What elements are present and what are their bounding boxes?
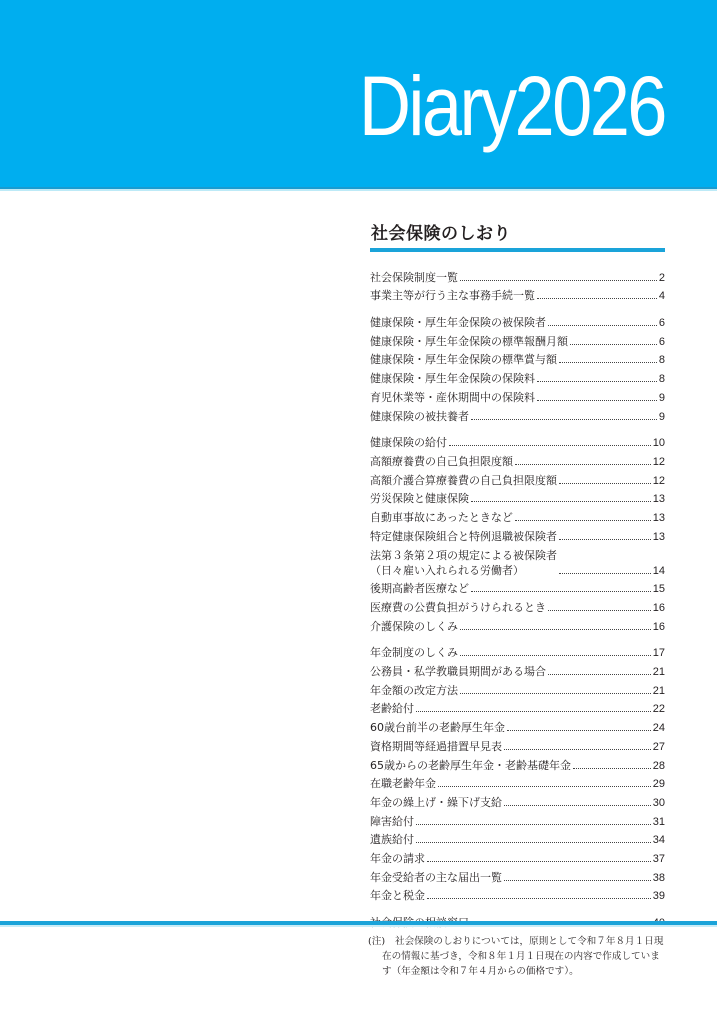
toc-entry-label: 社会保険制度一覧	[370, 270, 458, 284]
toc-entry-page-number: 4	[658, 290, 665, 303]
toc-entry-page-number: 28	[652, 759, 665, 772]
toc-entry-page-number: 24	[652, 722, 665, 735]
dot-leader	[507, 730, 651, 731]
toc-entry-label: 60歳台前半の老齢厚生年金	[370, 721, 505, 735]
dot-leader	[449, 445, 651, 446]
toc-entry-label: 労災保険と健康保険	[370, 492, 469, 506]
toc-entry-page-number: 21	[652, 684, 665, 697]
toc-entry[interactable]	[370, 810, 665, 829]
toc-entry-label: 公務員・私学教職員期間がある場合	[370, 665, 546, 679]
toc-entry-label: 年金額の改定方法	[370, 683, 458, 697]
dot-leader	[460, 693, 651, 694]
toc-entry[interactable]	[370, 469, 665, 488]
toc-entry[interactable]	[370, 578, 665, 597]
toc-entry[interactable]	[370, 773, 665, 792]
toc-entry-page-number: 16	[652, 602, 665, 614]
toc-entry-label: 老齢給付	[370, 702, 414, 716]
dot-leader	[537, 298, 657, 299]
dot-leader	[559, 539, 651, 540]
dot-leader	[570, 344, 657, 345]
dot-leader	[548, 674, 651, 675]
toc-entry-label: 健康保険・厚生年金保険の保険料	[370, 372, 535, 386]
toc-group	[370, 311, 665, 423]
toc-entry-page-number: 2	[658, 271, 665, 284]
footnote-mark: (注)	[368, 936, 386, 947]
dot-leader	[559, 362, 657, 363]
dot-leader	[504, 749, 651, 750]
toc-entry[interactable]	[370, 405, 665, 424]
toc-entry-page-number: 8	[658, 354, 665, 367]
dot-leader	[515, 520, 651, 521]
dot-leader	[427, 898, 651, 899]
dot-leader	[548, 610, 651, 611]
toc-entry-page-number: 13	[652, 511, 665, 524]
toc-entry[interactable]	[370, 735, 665, 754]
toc-entry[interactable]	[370, 488, 665, 507]
toc-entry-label: 在職老齢年金	[370, 777, 436, 791]
toc-entry-label: 障害給付	[370, 814, 414, 828]
toc-entry-page-number: 9	[658, 391, 665, 404]
toc-group	[370, 642, 665, 904]
toc-entry-label: 健康保険・厚生年金保険の被保険者	[370, 316, 546, 330]
toc-entry-page-number: 14	[652, 564, 665, 577]
toc-entry-page-number: 38	[652, 871, 665, 884]
dot-leader	[471, 419, 657, 420]
toc-entry[interactable]	[370, 847, 665, 866]
toc-entry[interactable]	[370, 885, 665, 904]
dot-leader	[504, 805, 651, 806]
toc-entry[interactable]	[370, 866, 665, 885]
toc-entry[interactable]	[370, 660, 665, 679]
toc-entry-page-number: 31	[652, 815, 665, 828]
toc-entry-page-number: 13	[652, 530, 665, 543]
dot-leader	[471, 591, 651, 592]
toc-entry-page-number: 9	[658, 410, 665, 423]
toc-entry-label: 事業主等が行う主な事務手続一覧	[370, 289, 535, 303]
dot-leader	[416, 842, 651, 843]
toc-entry-label: 遺族給付	[370, 833, 414, 847]
dot-leader	[416, 824, 651, 825]
toc-entry-page-number: 17	[652, 647, 665, 660]
toc-groups	[370, 266, 665, 930]
toc-entry[interactable]	[370, 679, 665, 698]
toc-entry[interactable]	[370, 432, 665, 451]
toc-entry[interactable]	[370, 506, 665, 525]
footnote	[368, 934, 668, 979]
dot-leader	[471, 501, 651, 502]
toc-entry[interactable]	[370, 349, 665, 368]
toc-entry-page-number: 12	[652, 455, 665, 468]
toc-title: 社会保険のしおり	[371, 224, 511, 244]
dot-leader	[573, 768, 651, 769]
toc-entry-label: 65歳からの老齢厚生年金・老齢基礎年金	[370, 758, 571, 772]
toc-entry-label	[370, 548, 557, 578]
dot-leader	[460, 280, 657, 281]
dot-leader	[548, 325, 657, 326]
toc-entry-label-line2: （日々雇い入れられる労働者）	[370, 563, 524, 577]
toc-entry-label: 年金の繰上げ・繰下げ支給	[370, 795, 502, 809]
toc-entry-page-number: 16	[652, 620, 665, 633]
toc-entry-label: 年金の請求	[370, 851, 425, 865]
toc-entry[interactable]	[370, 311, 665, 330]
toc-entry-page-number: 30	[652, 796, 665, 809]
toc-entry[interactable]	[370, 266, 665, 285]
toc-entry-label: 健康保険の給付	[370, 436, 447, 450]
toc-entry-page-number: 6	[658, 335, 665, 348]
toc-entry-label: 介護保険のしくみ	[370, 619, 458, 633]
bottom-divider	[0, 921, 717, 925]
toc-entry-page-number: 12	[652, 474, 665, 487]
toc-entry-label: 医療費の公費負担がうけられるとき	[370, 601, 546, 614]
header-band	[0, 0, 717, 189]
toc-entry[interactable]	[370, 716, 665, 735]
toc-entry-page-number: 22	[652, 703, 665, 716]
toc-entry[interactable]	[370, 829, 665, 848]
toc-entry[interactable]	[370, 330, 665, 349]
toc-entry-label: 健康保険・厚生年金保険の標準賞与額	[370, 353, 557, 367]
toc-entry[interactable]	[370, 544, 665, 578]
title-underline	[370, 248, 665, 252]
toc-entry-page-number: 10	[652, 437, 665, 450]
toc-entry-page-number: 15	[652, 583, 665, 596]
toc-entry[interactable]	[370, 642, 665, 661]
toc-entry-page-number: 37	[652, 852, 665, 865]
toc-entry-page-number: 6	[658, 317, 665, 330]
toc-entry-label: 資格期間等経過措置早見表	[370, 739, 502, 753]
toc-entry-label: 育児休業等・産休期間中の保険料	[370, 390, 535, 404]
toc-entry-label: 自動車事故にあったときなど	[370, 510, 513, 524]
dot-leader	[416, 711, 651, 712]
toc-entry-page-number: 39	[652, 890, 665, 903]
toc-entry-label: 高額介護合算療養費の自己負担限度額	[370, 473, 557, 487]
toc-entry-page-number: 29	[652, 778, 665, 791]
toc-entry[interactable]	[370, 285, 665, 304]
dot-leader	[559, 483, 651, 484]
toc-entry-page-number: 8	[658, 373, 665, 386]
dot-leader	[537, 381, 657, 382]
toc-entry[interactable]	[370, 754, 665, 773]
toc-entry[interactable]	[370, 698, 665, 717]
toc-entry[interactable]	[370, 791, 665, 810]
toc-entry-label: 後期高齢者医療など	[370, 582, 469, 596]
toc-entry-label: 年金制度のしくみ	[370, 646, 458, 660]
toc-entry-label: 健康保険・厚生年金保険の標準報酬月額	[370, 334, 568, 348]
toc-entry-page-number: 13	[652, 493, 665, 506]
dot-leader	[427, 861, 651, 862]
toc-entry-label-line1: 法第３条第２項の規定による被保険者	[370, 548, 557, 562]
dot-leader	[559, 573, 651, 574]
dot-leader	[460, 655, 651, 656]
toc-entry[interactable]	[370, 596, 665, 615]
toc-entry[interactable]	[370, 367, 665, 386]
diary-title: Diary2026	[358, 59, 665, 153]
dot-leader	[537, 400, 657, 401]
toc-entry-label: 年金受給者の主な届出一覧	[370, 870, 502, 884]
toc-entry-page-number: 21	[652, 666, 665, 679]
toc-entry[interactable]	[370, 450, 665, 469]
toc-entry-label: 年金と税金	[370, 889, 425, 903]
toc-entry-label: 特定健康保険組合と特例退職被保険者	[370, 529, 557, 543]
dot-leader	[438, 786, 651, 787]
toc-entry[interactable]	[370, 525, 665, 544]
footnote-text: 社会保険のしおりについては，原則として令和７年８月１日現在の情報に基づき，令和８年１月１日現在の内容で作成しています（年金額は令和７年４月からの価格です）。	[382, 936, 664, 977]
dot-leader	[504, 880, 651, 881]
dot-leader	[515, 464, 651, 465]
toc-group	[370, 266, 665, 303]
dot-leader	[460, 629, 651, 630]
toc-entry-page-number: 27	[652, 740, 665, 753]
toc-entry[interactable]	[370, 615, 665, 634]
table-of-contents	[370, 222, 665, 938]
toc-entry-page-number: 34	[652, 834, 665, 847]
toc-entry-label: 高額療養費の自己負担限度額	[370, 454, 513, 468]
toc-group	[370, 432, 665, 634]
toc-entry-label: 健康保険の被扶養者	[370, 409, 469, 423]
toc-entry[interactable]	[370, 386, 665, 405]
